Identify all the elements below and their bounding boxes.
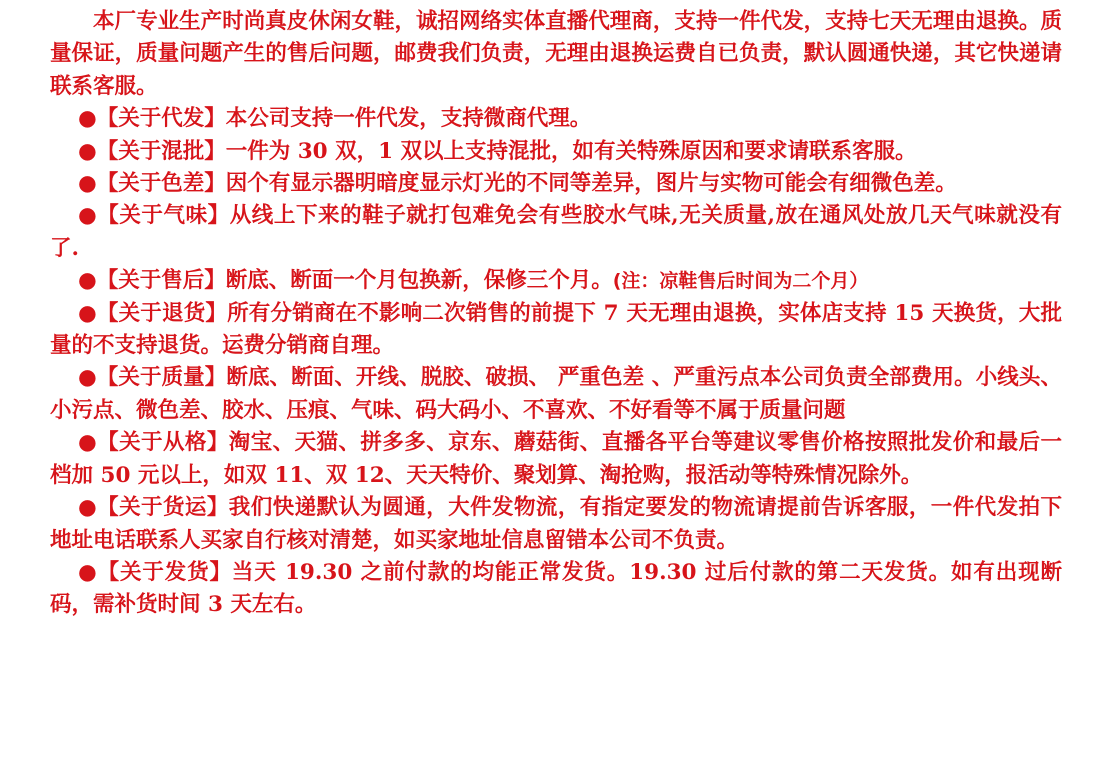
bullet-icon: ● — [77, 106, 97, 132]
policy-item-mixed-batch — [50, 136, 1062, 168]
item-heading: 【关于发货】 — [96, 559, 232, 585]
after-sales-note: (注：凉鞋售后时间为二个月） — [612, 270, 869, 293]
bullet-icon: ● — [77, 138, 97, 164]
item-text: 我们快递默认为圆通，大件发物流，有指定要发的物流请提前告诉客服，一件代发拍下地址电话联系人买家自行核对清楚，如买家地址信息留错本公司不负责。 — [50, 495, 1062, 553]
item-heading: 【关于质量】 — [96, 365, 227, 391]
policy-item-shipping — [50, 557, 1062, 622]
bullet-icon: ● — [77, 203, 97, 229]
policy-item-quality — [50, 362, 1062, 427]
item-text: 从线上下来的鞋子就打包难免会有些胶水气味,无关质量,放在通风处放几天气味就没有了. — [50, 203, 1062, 261]
item-text: 当天 19.30 之前付款的均能正常发货。19.30 过后付款的第二天发货。如有出现断码，需补货时间 3 天左右。 — [50, 559, 1062, 618]
bullet-icon: ● — [77, 171, 97, 197]
policy-item-color-difference — [50, 168, 1062, 200]
policy-item-freight — [50, 492, 1062, 557]
bullet-icon: ● — [77, 430, 97, 456]
item-text: 一件为 30 双，1 双以上支持混批，如有关特殊原因和要求请联系客服。 — [225, 138, 917, 164]
item-text: 断底、断面一个月包换新，保修三个月。 — [225, 268, 613, 294]
bullet-icon: ● — [77, 300, 97, 326]
policy-item-dropship — [50, 103, 1062, 135]
item-text: 因个有显示器明暗度显示灯光的不同等差异，图片与实物可能会有细微色差。 — [225, 171, 957, 197]
item-heading: 【关于混批】 — [96, 138, 226, 164]
policy-item-odor — [50, 200, 1062, 265]
policy-item-returns — [50, 298, 1062, 363]
item-text: 淘宝、天猫、拼多多、京东、蘑菇街、直播各平台等建议零售价格按照批发价和最后一档加 50 元以上，如双 11、双 12、天天特价、聚划算、淘抢购，报活动等特殊情况除外。 — [50, 430, 1062, 488]
item-heading: 【关于退货】 — [96, 300, 228, 326]
item-text: 所有分销商在不影响二次销售的前提下 7 天无理由退换，实体店支持 15 天换货，大批量的不支持退货。运费分销商自理。 — [50, 300, 1062, 359]
bullet-icon: ● — [77, 495, 97, 521]
policy-item-pricing — [50, 427, 1062, 492]
item-heading: 【关于从格】 — [96, 430, 229, 456]
item-heading: 【关于售后】 — [96, 268, 226, 294]
item-heading: 【关于货运】 — [96, 495, 229, 521]
item-heading: 【关于气味】 — [96, 203, 230, 229]
bullet-icon: ● — [77, 365, 97, 391]
bullet-icon: ● — [77, 559, 97, 585]
intro-paragraph: 本厂专业生产时尚真皮休闲女鞋，诚招网络实体直播代理商，支持一件代发，支持七天无理由退换。质量保证，质量问题产生的售后问题，邮费我们负责，无理由退换运费自已负责，默认圆通快递，其它快递请联系客服。 — [50, 9, 1062, 99]
item-heading: 【关于色差】 — [96, 171, 226, 197]
item-text: 断底、断面、开线、脱胶、破损、 严重色差 、严重污点本公司负责全部费用。小线头、小污点、微色差、胶水、压痕、气味、码大码小、不喜欢、不好看等不属于质量问题 — [50, 365, 1062, 423]
policy-document — [50, 6, 1062, 622]
policy-item-after-sales — [50, 265, 1062, 297]
bullet-icon: ● — [77, 268, 97, 294]
item-heading: 【关于代发】 — [96, 106, 226, 132]
item-text: 本公司支持一件代发，支持微商代理。 — [225, 106, 592, 132]
